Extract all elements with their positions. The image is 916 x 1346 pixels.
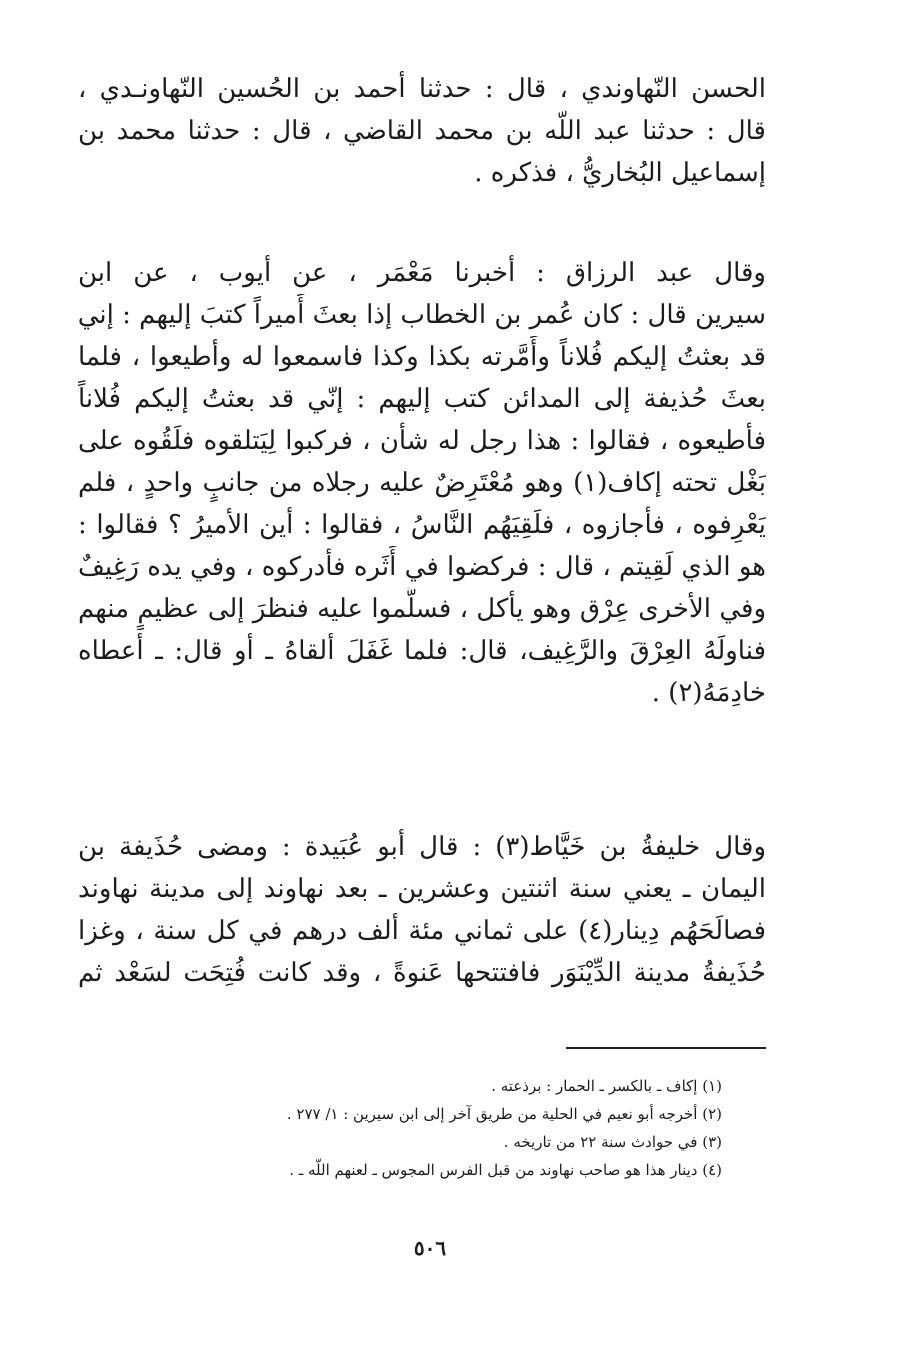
text-line: يَعْرِفوه ، فأجازوه ، فلَقِيَهُم النَّاسُ ، فقالوا : أين الأميرُ ؟ فقالوا : (78, 510, 766, 540)
footnote: (٢) أخرجه أبو نعيم في الحلية من طريق آخر إلى ابن سيرين : ١/ ٢٧٧ . (286, 1105, 722, 1123)
text-line: الحسن النّهاوندي ، قال : حدثنا أحمد بن الحُسين النّهاونـدي ، (78, 74, 766, 104)
footnote: (١) إكاف ـ بالكسر ـ الحمار : برذعته . (491, 1077, 722, 1095)
text-line: حُذَيفةُ مدينة الدِّيْنَوَر فافتتحها عَنوةً ، وقد كانت فُتِحَت لسَعْد ثم (78, 958, 766, 988)
paragraph-1 (78, 68, 766, 194)
text-line: قال : حدثنا عبد اللّه بن محمد القاضي ، قال : حدثنا محمد بن (78, 116, 766, 146)
text-line: إسماعيل البُخاريُّ ، فذكره . (474, 158, 766, 188)
text-line: هو الذي لَقِيتم ، قال : فركضوا في أَثَره فأدركوه ، وفي يده رَغِيفٌ (78, 552, 766, 582)
footnotes (200, 1072, 722, 1184)
text-line: قد بعثتُ إليكم فُلاناً وأَمَّرته بكذا وكذا فاسمعوا له وأطيعوا ، فلما (78, 342, 766, 372)
text-line: خادِمَهُ(٢) . (651, 678, 766, 708)
text-line: وفي الأخرى عِرْق وهو يأكل ، فسلَّموا عليه فنظرَ إلى عظيمٍ منهم (78, 594, 766, 624)
text-line: وقال عبد الرزاق : أخبرنا مَعْمَر ، عن أيوب ، عن ابن (78, 258, 766, 288)
text-line: اليمان ـ يعني سنة اثنتين وعشرين ـ بعد نهاوند إلى مدينة نهاوند (78, 874, 766, 904)
text-line: وقال خليفةُ بن خَيَّاط(٣) : قال أبو عُبَيدة : ومضى حُذَيفة بن (78, 832, 766, 862)
footnote: (٣) في حوادث سنة ٢٢ من تاريخه . (503, 1133, 722, 1151)
paragraph-2 (78, 252, 766, 714)
page-number: ٥٠٦ (413, 1236, 447, 1260)
text-line: فصالَحَهُم دِينار(٤) على ثماني مئة ألف درهم في كل سنة ، وغزا (78, 916, 766, 946)
text-line: سيرين قال : كان عُمر بن الخطاب إذا بعثَ أَميراً كتبَ إليهم : إني (78, 300, 766, 330)
text-line: فأطيعوه ، فقالوا : هذا رجل له شأن ، فركبوا لِيَتلقوه فلَقُوه على (78, 426, 766, 456)
text-line: فناولَهُ العِرْقَ والرَّغِيف، قال: فلما غَفَلَ ألقاهُ ـ أو قال: ـ أعطاه (78, 636, 766, 666)
paragraph-3 (78, 826, 766, 994)
text-line: بَغْل تحته إكاف(١) وهو مُعْتَرِضٌ عليه رجلاه من جانبٍ واحدٍ ، فلم (78, 468, 766, 498)
footnote-separator (566, 1047, 766, 1049)
text-line: بعثَ حُذيفة إلى المدائن كتب إليهم : إنّي قد بعثتُ إليكم فُلاناً (78, 384, 766, 414)
footnote: (٤) دينار هذا هو صاحب نهاوند من قبل الفرس المجوس ـ لعنهم اللّه ـ . (289, 1161, 722, 1179)
